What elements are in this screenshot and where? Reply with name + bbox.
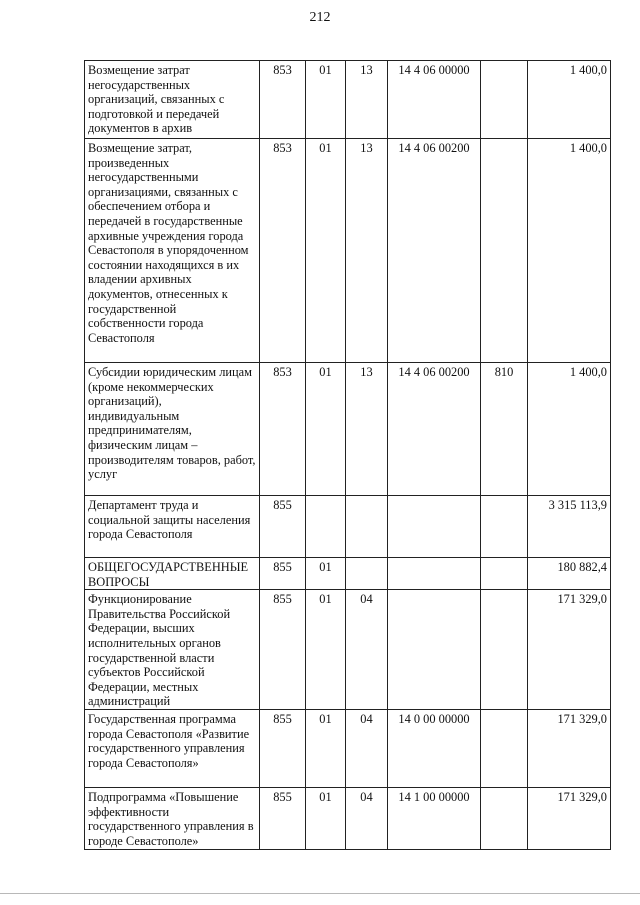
row-sum: 171 329,0 xyxy=(528,787,611,849)
row-name: Субсидии юридическим лицам (кроме некоммерческих организаций), индивидуальным предпринимателям, физическим лицам – производителям товаров, работ, услуг xyxy=(85,363,260,496)
row-name: ОБЩЕГОСУДАРСТВЕННЫЕ ВОПРОСЫ xyxy=(85,558,260,590)
scan-edge-line xyxy=(0,893,640,894)
row-pr: 13 xyxy=(346,61,388,139)
table-row xyxy=(85,787,611,849)
row-csr: 14 1 00 00000 xyxy=(388,787,481,849)
row-csr xyxy=(388,558,481,590)
row-sum: 171 329,0 xyxy=(528,709,611,787)
row-pr: 04 xyxy=(346,709,388,787)
row-csr xyxy=(388,590,481,710)
row-name: Государственная программа города Севастополя «Развитие государственного управления города Севастополя» xyxy=(85,709,260,787)
row-sum: 3 315 113,9 xyxy=(528,496,611,558)
row-vr xyxy=(481,139,528,363)
table-row xyxy=(85,363,611,496)
row-sum: 1 400,0 xyxy=(528,139,611,363)
row-ved: 853 xyxy=(260,139,306,363)
row-sum: 180 882,4 xyxy=(528,558,611,590)
row-rz: 01 xyxy=(306,139,346,363)
row-name: Функционирование Правительства Российской Федерации, высших исполнительных органов государственной власти субъектов Российской Федерации, местных администраций xyxy=(85,590,260,710)
row-csr: 14 4 06 00200 xyxy=(388,139,481,363)
row-rz: 01 xyxy=(306,590,346,710)
row-ved: 855 xyxy=(260,787,306,849)
table-row xyxy=(85,61,611,139)
row-csr: 14 0 00 00000 xyxy=(388,709,481,787)
row-rz: 01 xyxy=(306,558,346,590)
row-vr xyxy=(481,787,528,849)
row-rz: 01 xyxy=(306,709,346,787)
row-csr xyxy=(388,496,481,558)
row-pr xyxy=(346,496,388,558)
row-vr xyxy=(481,709,528,787)
row-ved: 853 xyxy=(260,363,306,496)
row-name: Возмещение затрат негосударственных организаций, связанных с подготовкой и передачей документов в архив xyxy=(85,61,260,139)
row-vr xyxy=(481,558,528,590)
row-ved: 855 xyxy=(260,590,306,710)
row-vr xyxy=(481,496,528,558)
table-row xyxy=(85,590,611,710)
row-pr: 13 xyxy=(346,139,388,363)
row-ved: 855 xyxy=(260,709,306,787)
page-number: 212 xyxy=(309,10,331,25)
row-rz: 01 xyxy=(306,61,346,139)
row-pr xyxy=(346,558,388,590)
row-sum: 171 329,0 xyxy=(528,590,611,710)
row-sum: 1 400,0 xyxy=(528,363,611,496)
row-sum: 1 400,0 xyxy=(528,61,611,139)
table-row xyxy=(85,558,611,590)
row-vr xyxy=(481,590,528,710)
row-pr: 13 xyxy=(346,363,388,496)
row-rz: 01 xyxy=(306,787,346,849)
row-csr: 14 4 06 00200 xyxy=(388,363,481,496)
row-name: Возмещение затрат, произведенных негосударственными организациями, связанных с обеспечением отбора и передачей в государственные архивные учреждения города Севастополя в упорядоченном состоянии находящихся в их владении архивных документов, отнесенных к государственной собственности города Севастополя xyxy=(85,139,260,363)
row-name: Подпрограмма «Повышение эффективности государственного управления в городе Севастополе» xyxy=(85,787,260,849)
row-pr: 04 xyxy=(346,787,388,849)
table-row xyxy=(85,496,611,558)
row-rz: 01 xyxy=(306,363,346,496)
row-rz xyxy=(306,496,346,558)
budget-table xyxy=(84,60,611,850)
row-vr: 810 xyxy=(481,363,528,496)
row-pr: 04 xyxy=(346,590,388,710)
row-ved: 855 xyxy=(260,496,306,558)
row-name: Департамент труда и социальной защиты населения города Севастополя xyxy=(85,496,260,558)
row-ved: 855 xyxy=(260,558,306,590)
row-ved: 853 xyxy=(260,61,306,139)
row-csr: 14 4 06 00000 xyxy=(388,61,481,139)
row-vr xyxy=(481,61,528,139)
table-row xyxy=(85,139,611,363)
table-row xyxy=(85,709,611,787)
